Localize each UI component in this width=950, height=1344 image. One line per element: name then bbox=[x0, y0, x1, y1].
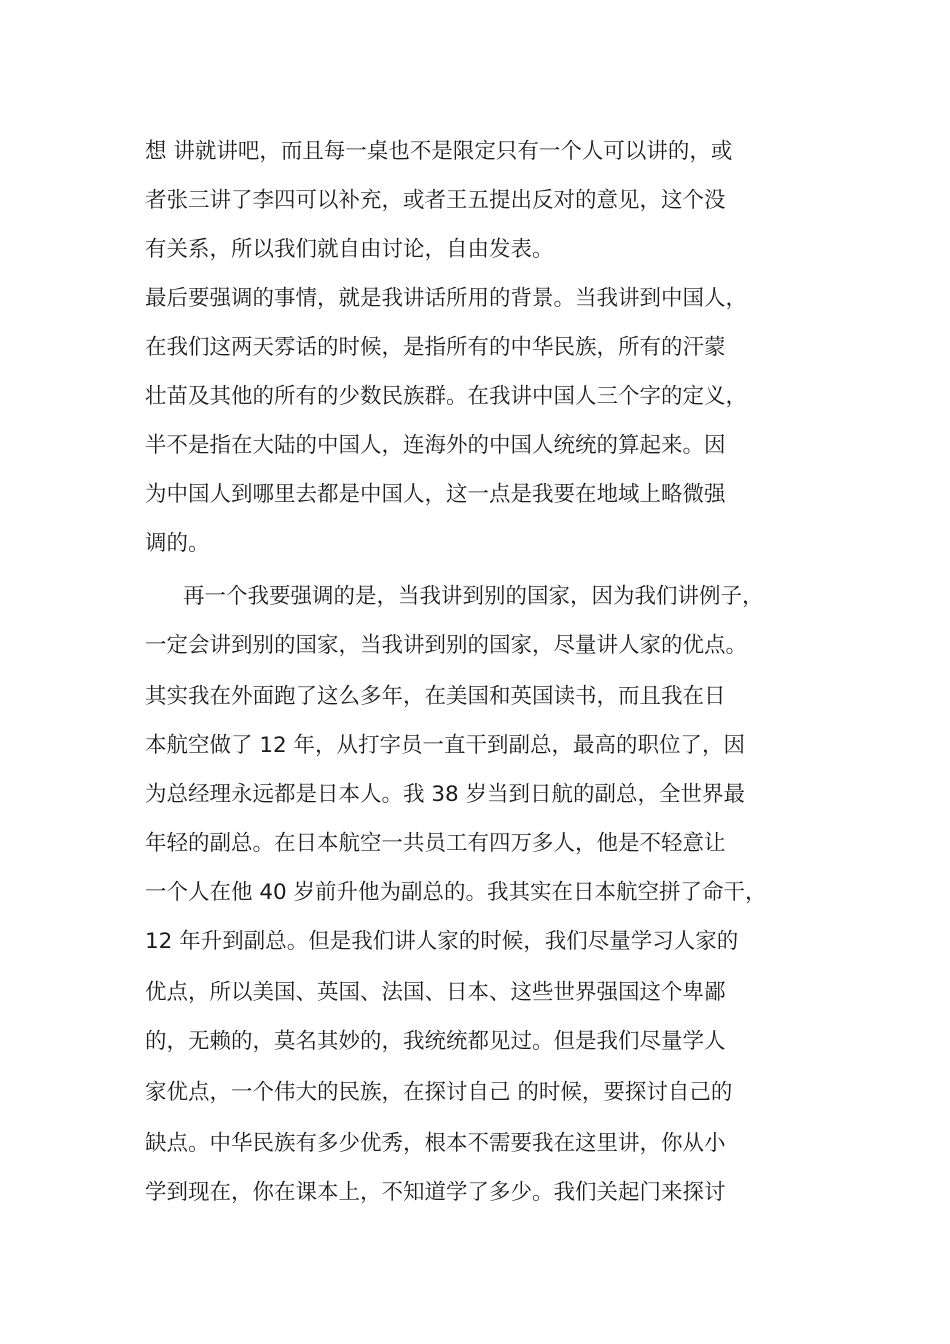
text-line: 的，无赖的，莫名其妙的，我统统都见过。但是我们尽量学人 bbox=[145, 1029, 726, 1054]
text-line: 12 年升到副总。但是我们讲人家的时候，我们尽量学习人家的 bbox=[145, 929, 739, 954]
text-line: 一个人在他 40 岁前升他为副总的。我其实在日本航空拼了命干， bbox=[145, 880, 767, 905]
text-line: 为中国人到哪里去都是中国人，这一点是我要在地域上略微强 bbox=[145, 482, 726, 507]
text-line: 学到现在，你在课本上，不知道学了多少。我们关起门来探讨 bbox=[145, 1180, 726, 1205]
text-line: 优点，所以美国、英国、法国、日本、这些世界强国这个卑鄙 bbox=[145, 980, 726, 1005]
text-line: 再一个我要强调的是，当我讲到别的国家，因为我们讲例子， bbox=[183, 584, 764, 609]
text-line: 最后要强调的事情，就是我讲话所用的背景。当我讲到中国人， bbox=[145, 286, 748, 311]
text-line: 在我们这两天雰话的时候，是指所有的中华民族，所有的汗蒙 bbox=[145, 335, 726, 360]
text-line: 其实我在外面跑了这么多年，在美国和英国读书，而且我在日 bbox=[145, 684, 726, 709]
text-line: 为总经理永远都是日本人。我 38 岁当到日航的副总，全世界最 bbox=[145, 782, 746, 807]
text-line: 一定会讲到别的国家，当我讲到别的国家，尽量讲人家的优点。 bbox=[145, 633, 748, 658]
text-line: 调的。 bbox=[145, 531, 210, 556]
text-line: 本航空做了 12 年，从打字员一直干到副总，最高的职位了，因 bbox=[145, 733, 746, 758]
text-line: 半不是指在大陆的中国人，连海外的中国人统统的算起来。因 bbox=[145, 433, 726, 458]
text-line: 年轻的副总。在日本航空一共员工有四万多人，他是不轻意让 bbox=[145, 831, 726, 856]
text-line: 有关系，所以我们就自由讨论，自由发表。 bbox=[145, 237, 554, 262]
text-line: 家优点，一个伟大的民族，在探讨自己 的时候，要探讨自己的 bbox=[145, 1080, 733, 1105]
text-line: 壮苗及其他的所有的少数民族群。在我讲中国人三个字的定义， bbox=[145, 384, 748, 409]
text-line: 缺点。中华民族有多少优秀，根本不需要我在这里讲，你从小 bbox=[145, 1131, 726, 1156]
text-line: 者张三讲了李四可以补充，或者王五提出反对的意见，这个没 bbox=[145, 188, 726, 213]
text-line: 想 讲就讲吧，而且每一桌也不是限定只有一个人可以讲的，或 bbox=[145, 139, 733, 164]
